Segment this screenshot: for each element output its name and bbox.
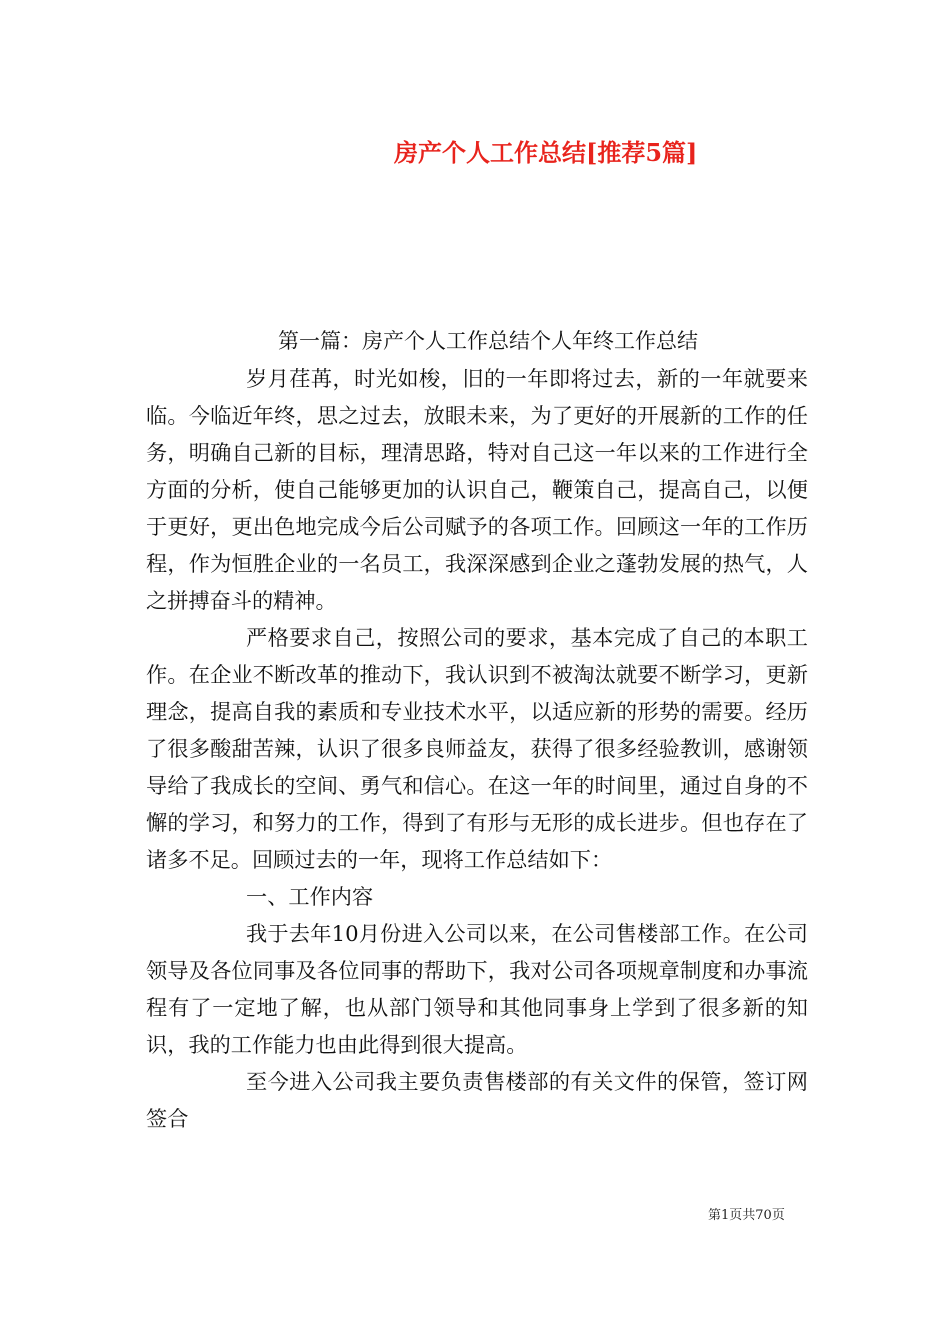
paragraph-2: 严格要求自己，按照公司的要求，基本完成了自己的本职工作。在企业不断改革的推动下，我认识到不被淘汰就要不断学习，更新理念，提高自我的素质和专业技术水平，以适应新的形势的需要。经历了很多酸甜苦辣，认识了很多良师益友，获得了很多经验教训，感谢领导给了我成长的空间、勇气和信心。在这一年的时间里，通过自身的不懈的学习，和努力的工作，得到了有形与无形的成长进步。但也存在了诸多不足。回顾过去的一年，现将工作总结如下： xyxy=(146,625,808,872)
paragraph-1: 岁月荏苒，时光如梭，旧的一年即将过去，新的一年就要来临。今临近年终，思之过去，放眼未来，为了更好的开展新的工作的任务，明确自己新的目标，理清思路，特对自己这一年以来的工作进行全方面的分析，使自己能够更加的认识自己，鞭策自己，提高自己，以便于更好，更出色地完成今后公司赋予的各项工作。回顾这一年的工作历程，作为恒胜企业的一名员工，我深深感到企业之蓬勃发展的热气，人之拼搏奋斗的精神。 xyxy=(146,366,808,613)
paragraph-4: 至今进入公司我主要负责售楼部的有关文件的保管，签订网签合 xyxy=(146,1069,808,1131)
sub-heading-work-content: 一、工作内容 xyxy=(246,884,374,909)
paragraph-3: 我于去年10月份进入公司以来，在公司售楼部工作。在公司领导及各位同事及各位同事的帮助下，我对公司各项规章制度和办事流程有了一定地了解，也从部门领导和其他同事身上学到了很多新的知识，我的工作能力也由此得到很大提高。 xyxy=(146,921,808,1057)
page-indicator: 第1页共70页 xyxy=(708,1208,785,1223)
document-title: 房产个人工作总结[推荐5篇] xyxy=(394,138,698,167)
body-text-block-1 xyxy=(146,360,808,1137)
section-heading: 第一篇：房产个人工作总结个人年终工作总结 xyxy=(278,329,698,353)
